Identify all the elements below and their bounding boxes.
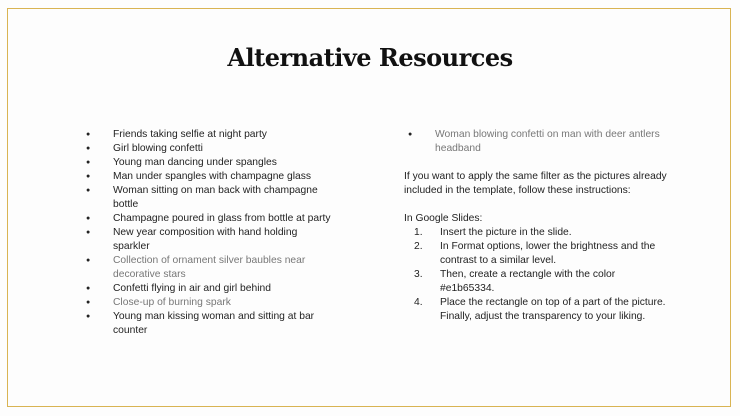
list-item: ● Man under spangles with champagne glass [82, 170, 332, 184]
list-item: ● Girl blowing confetti [82, 142, 332, 156]
list-item: ● Confetti flying in air and girl behind [82, 282, 332, 296]
resources-column-right [404, 128, 672, 324]
step-item: 2. In Format options, lower the brightness and the contrast to a similar level. [414, 241, 656, 266]
list-item: ● Collection of ornament silver baubles near decorative stars [82, 254, 332, 282]
google-slides-label: In Google Slides: [404, 213, 483, 224]
step-item: 4. Place the rectangle on top of a part of the picture. Finally, adjust the transparency to your liking. [414, 297, 666, 322]
instructions-intro: If you want to apply the same filter as the pictures already included in the template, follow these instructions: [404, 171, 667, 196]
list-item: ● Woman blowing confetti on man with deer antlers headband [404, 128, 672, 156]
list-item: ● Young man kissing woman and sitting at bar counter [82, 310, 332, 338]
step-item: 3. Then, create a rectangle with the color #e1b65334. [414, 269, 616, 294]
list-item: ● New year composition with hand holding sparkler [82, 226, 332, 254]
page-title: Alternative Resources [227, 43, 513, 72]
instruction-steps [404, 226, 672, 324]
list-item: ● Woman sitting on man back with champagne bottle [82, 184, 332, 212]
list-item: ● Champagne poured in glass from bottle at party [82, 212, 332, 226]
list-item: ● Friends taking selfie at night party [82, 128, 332, 142]
resources-column-left [82, 128, 332, 338]
step-item: 1. Insert the picture in the slide. [414, 227, 572, 238]
list-item: ● Young man dancing under spangles [82, 156, 332, 170]
list-item: ● Close-up of burning spark [82, 296, 332, 310]
